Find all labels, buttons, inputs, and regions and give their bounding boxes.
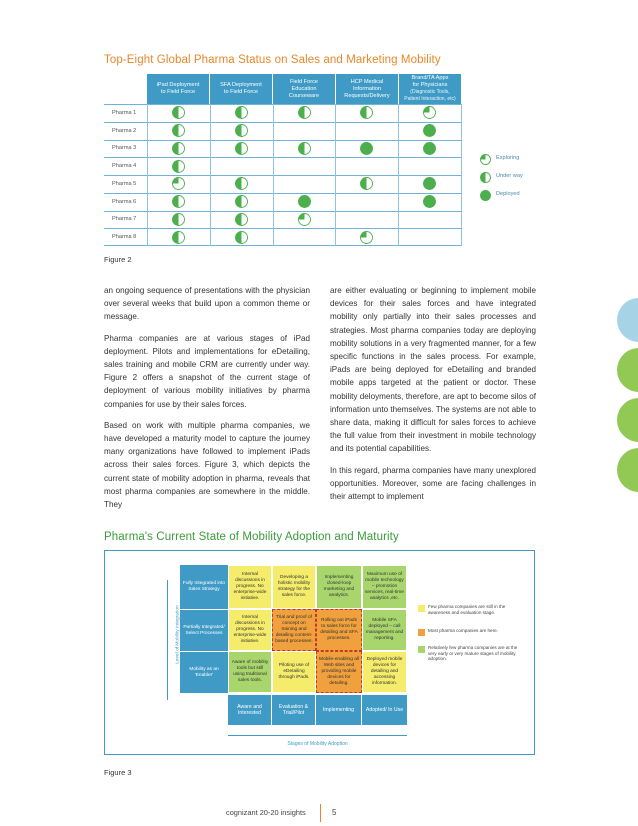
row-divider (104, 245, 461, 246)
row-label: Pharma 2 (112, 127, 137, 134)
paragraph: are either evaluating or beginning to implement mobile devices for their sales forces and have integrated mobility only partially into their sales processes and strategies. Most pharma companies today are deploying mobility solutions in a very fragmented manner, for a few specific functions in the sales process. For example, iPads are being deployed for eDetailing and branded mobile apps targeted at the patient or doctor. These mobility deloyments, therefore, are apt to become silos of information unto themselves. The systems are not able to share data, making it difficult for sales forces to achieve the full value from their investment in mobile technology and its potential capabilities. (330, 286, 536, 454)
legend-swatch (418, 605, 425, 612)
column-divider (398, 104, 399, 246)
column-header: Field Force Education Courseware (273, 74, 336, 104)
legend-label: Deployed (496, 191, 520, 197)
column-header: HCP Medical Information Requests/Delivery (336, 74, 399, 104)
column-divider (210, 104, 211, 246)
body-right-column (330, 284, 536, 511)
row-label: Pharma 1 (112, 109, 137, 116)
column-header: Brand/TA Apps for Physicians (Diagnostic Tools, Patient Interaction, etc) (399, 74, 461, 104)
column-header: Adopted/ In Use (362, 695, 407, 725)
row-header: Fully Integrated into Sales Strategy (180, 565, 228, 609)
x-axis-line (228, 735, 407, 736)
row-divider (104, 228, 461, 229)
matrix-cell: Maximum use of mobile technology – promotion services, real-time analytics ,etc. (362, 565, 407, 609)
row-label: Pharma 4 (112, 163, 137, 170)
row-divider (104, 122, 461, 123)
legend-swatch (418, 646, 425, 653)
legend-label: Exploring (496, 155, 520, 161)
legend-deployed-icon (480, 188, 491, 206)
decorative-circle (617, 448, 638, 492)
column-divider (273, 104, 274, 246)
figure2-title: Top-Eight Global Pharma Status on Sales and Marketing Mobility (104, 54, 441, 66)
y-axis-label: Level of Mobility Integration (175, 605, 181, 664)
paragraph: an ongoing sequence of presentations with the physician over several weeks that build upon a common theme or message. (104, 286, 310, 322)
row-divider (104, 157, 461, 158)
figure3-title: Pharma's Current State of Mobility Adoption and Maturity (104, 531, 399, 543)
decorative-circle (617, 298, 638, 342)
row-header: Mobility as an 'Enabler' (180, 651, 228, 693)
paragraph: Pharma companies are at various stages of iPad deployment. Pilots and implementations for eDetailing, sales training and mobile CRM are currently under way. Figure 2 offers a snapshot of the current stage of deployment of various mobility initiatives by pharma companies for use by their sales forces. (104, 333, 310, 409)
matrix-cell: Mobile-enabling all Web sites and providing mobile devices for detailing. (316, 651, 362, 693)
table-header-row (147, 74, 461, 104)
maturity-matrix (180, 565, 407, 741)
column-header: Evaluation & Trial/Pilot (272, 695, 316, 725)
matrix-cell: Developing a holistic mobility strategy for the sales force. (272, 565, 316, 609)
footer-divider (320, 804, 321, 822)
row-header: Partially Integrated/ Select Processes (180, 609, 228, 651)
matrix-cell: Piloting use of eDetailing through iPads. (272, 651, 316, 693)
paragraph: In this regard, pharma companies have many unexplored opportunities. Moreover, some are facing challenges in their attempt to implement (330, 465, 536, 502)
row-label: Pharma 5 (112, 180, 137, 187)
legend-swatch (418, 629, 425, 636)
legend-underway-icon (480, 170, 491, 188)
row-label: Pharma 3 (112, 145, 137, 152)
paragraph: Based on work with multiple pharma companies, we have developed a maturity model to capture the journey many organizations have followed to implement iPads across their sales forces. Figure 3, which depicts the current state of mobility adoption in pharma, reveals that most pharma companies are somewhere in the middle. They (104, 420, 310, 510)
column-divider (335, 104, 336, 246)
pharma-status-table (104, 74, 461, 246)
legend-exploring-icon (480, 152, 491, 170)
column-header: Aware and Interested (228, 695, 272, 725)
column-divider (461, 104, 462, 246)
matrix-cell: Internal discussions in progress. No enterprise-wide initiative. (228, 565, 272, 609)
row-divider (104, 211, 461, 212)
column-header: iPad Deployment to Field Force (147, 74, 210, 104)
matrix-cell: Deployed mobile devices for detailing and accessing information. (362, 651, 407, 693)
column-header: Implementing (316, 695, 362, 725)
row-divider (104, 140, 461, 141)
column-header: SFA Deployment to Field Force (210, 74, 273, 104)
figure2-caption: Figure 2 (104, 255, 132, 264)
row-label: Pharma 6 (112, 198, 137, 205)
matrix-cell: Aware of mobility tools but still using traditional sales tools. (228, 651, 272, 693)
matrix-cell: Trial and proof of concept on training and detailing content-based processes. (272, 609, 316, 651)
row-divider (104, 175, 461, 176)
row-label: Pharma 8 (112, 234, 137, 241)
body-left-column (104, 284, 310, 519)
decorative-circle (617, 398, 638, 442)
matrix-cell: Internal discussions in progress. No enterprise-wide initiative. (228, 609, 272, 651)
decorative-circle (617, 348, 638, 392)
figure3-caption: Figure 3 (104, 768, 132, 777)
legend-label: Most pharma companies are here. (428, 628, 498, 633)
status-legend (476, 150, 546, 200)
page-number: 5 (332, 808, 337, 817)
matrix-cell: Rolling out iPads to sales force for detailing and SFA processes. (316, 609, 362, 651)
y-axis-line (167, 580, 168, 700)
row-divider (104, 193, 461, 194)
legend-label: Relatively few pharma companies are at the very early or very mature stages of mobility adoption. (428, 645, 518, 662)
legend-label: Under way (496, 173, 523, 179)
legend-label: Few pharma companies are still in the awareness and evaluation stage. (428, 604, 506, 615)
column-divider (147, 104, 148, 246)
footer-brand: cognizant 20-20 insights (226, 808, 306, 817)
row-label: Pharma 7 (112, 216, 137, 223)
matrix-cell: Mobile SFA deployed – call management and reporting. (362, 609, 407, 651)
x-axis-label: Stages of Mobility Adoption (287, 741, 348, 747)
row-divider (104, 104, 461, 105)
matrix-cell: Implementing closed-loop marketing and analytics. (316, 565, 362, 609)
